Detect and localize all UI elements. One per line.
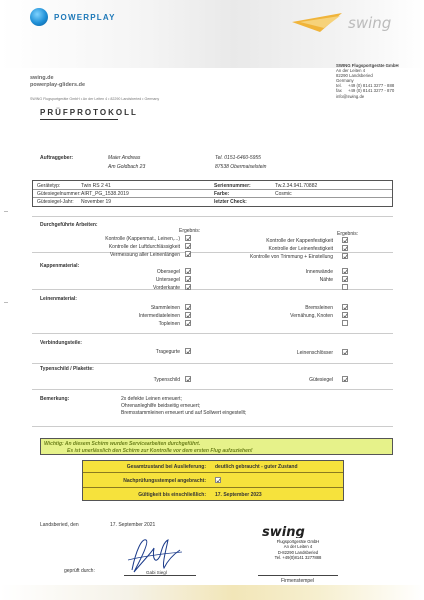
condition-label: Gesamtzustand bei Auslieferung: [126,464,206,470]
company-name: SWING Flugsportgeräte GmbH [336,63,399,68]
canopy-check-left[interactable] [185,284,191,290]
work-item-label: Vermessung aller Leinenlängen [109,252,180,258]
canopy-check-left[interactable] [185,268,191,274]
device-info-box [32,180,393,207]
checkmark-icon [343,246,348,251]
connectors-check-left[interactable] [185,348,191,354]
lines-item-label: Stammleinen [150,305,180,311]
title-underline [40,119,118,120]
checkmark-icon [343,350,348,355]
company-stamp [258,539,338,560]
company-fax-key: fax [336,88,342,94]
checkmark-icon [186,349,191,354]
company-fax: +49 (0) 8141 3277 - 870 [348,88,395,94]
website-swing: swing.de [30,75,54,81]
letterhead-banner [0,0,424,68]
valid-label: Gültigkeit bis einschließlich: [138,492,206,498]
stamp-swing-logo [260,524,336,538]
notice-line-2: Es ist unerlässlich den Schirm zur Kontrolle vor dem ersten Flug aufzuziehen! [67,448,253,454]
device-type-value: Twin RS 2 41 [81,183,111,189]
company-email: info@swing.de [336,93,365,99]
checkmark-icon [343,238,348,243]
swing-logo [290,4,410,40]
signature-line [124,575,196,576]
last-check-label: letzter Check: [214,199,247,205]
device-type-label: Gerätetyp: [37,183,61,189]
place-label: Landsberied, den [40,522,79,528]
company-country: Germany [336,78,354,84]
company-fax-row [336,88,399,93]
stamp-label: Nachprüfungsstempel angebracht: [123,478,206,484]
remark-line: Ohrenanleghilfe beidseitig erneuert; [121,403,201,409]
stamp-name: Flugsportgeräte GmbH [276,539,320,544]
seal-year-label: Gütesiegel-Jahr: [37,199,74,205]
company-stamp-label: Firmenstempel [281,578,315,584]
work-item-label: Kontrolle der Leinenfestigkeit [268,246,333,252]
stamp-brand: swing [262,525,305,538]
canopy-item-label: Untersegel [155,277,180,283]
canopy-check-right[interactable] [342,284,348,290]
margin-tick [4,211,8,212]
website-powerplay: powerplay-gliders.de [30,82,86,88]
letterhead-footer-band [0,585,424,600]
service-notice [40,438,393,455]
typeplate-check-right[interactable] [342,376,348,382]
section-divider [32,289,393,290]
checkmark-icon [186,269,191,274]
section-divider [32,426,393,427]
company-tel: +49 (0) 8141 3277 - 888 [348,83,395,89]
checkmark-icon [343,277,348,282]
work-item-label: Kontrolle (Kappenmat., Leinen,...) [105,236,180,242]
lines-item-label: Topleinen [158,321,180,327]
stamp-street: An der Leiten 4 [283,544,313,550]
powerplay-wordmark: POWERPLAY [54,12,116,22]
typeplate-item-label: Typenschild [153,377,180,383]
sender-address-line: SWING Flugsportgeräte GmbH • An der Leiten 4 • 82290 Landsberied • Germany [30,97,160,101]
work-item-label: Kontrolle der Luftdurchlässigkeit [108,244,180,250]
connectors-item-label: Tragegurte [155,349,180,355]
company-city: 82290 Landsberied [336,73,373,79]
checkmark-icon [186,321,191,326]
checkmark-icon [186,313,191,318]
work-check-left[interactable] [185,243,191,249]
client-label: Auftraggeber: [40,155,74,161]
lines-check-left[interactable] [185,312,191,318]
checkmark-icon [186,236,191,241]
client-city: 87538 Obermaiselstein [215,164,267,170]
checkmark-icon [343,254,348,259]
client-phone: Tel. 0151-6460-5955 [215,155,261,161]
stamp-check[interactable] [215,477,221,483]
condition-value: deutlich gebraucht - guter Zustand [215,464,298,470]
website-block [30,75,85,89]
lines-check-left[interactable] [185,320,191,326]
checkmark-icon [343,377,348,382]
checkmark-icon [186,252,191,257]
lines-item-label: Vernähung, Knoten [290,313,333,319]
canopy-check-left[interactable] [185,276,191,282]
connectors-heading: Verbindungsteile: [40,340,82,346]
work-item-label: Kontrolle von Trimmung + Einstellung [250,254,333,260]
notice-line-1: Wichtig: An diesem Schirm wurden Servicearbeiten durchgeführt. [44,441,201,447]
remark-line: 2x defekte Leinen erneuert; [121,396,182,402]
stamp-line [258,575,338,576]
lines-check-right[interactable] [342,320,348,326]
seal-number-value: AIRT_PG_1538.2019 [81,191,129,197]
checkmark-icon [186,244,191,249]
checkmark-icon [186,285,191,290]
lines-item-label: Bremsleinen [305,305,333,311]
checkmark-icon [186,305,191,310]
checkmark-icon [186,277,191,282]
connectors-item-label: Leinenschlösser [296,350,333,356]
work-check-right[interactable] [342,253,348,259]
canopy-heading: Kappenmaterial: [40,263,80,269]
result-label-right: Ergebnis: [337,231,359,237]
stamp-tel: Tel. +49(0)8141 3277888 [274,554,322,560]
typeplate-heading: Typenschild / Plakette: [40,366,94,372]
color-label: Farbe: [214,191,230,197]
section-divider [32,363,393,364]
canopy-check-right[interactable] [342,276,348,282]
lines-check-right[interactable] [342,304,348,310]
company-address-block [336,63,399,99]
canopy-check-right[interactable] [342,268,348,274]
powerplay-logo [30,8,116,26]
section-divider [32,333,393,334]
checkmark-icon [186,377,191,382]
section-divider [32,252,393,253]
svg-text:swing: swing [348,14,392,32]
document-title: PRÜFPROTOKOLL [40,108,138,117]
work-check-right[interactable] [342,237,348,243]
serial-label: Seriennummer: [214,183,251,189]
checkmark-icon [343,313,348,318]
section-divider [32,216,393,217]
company-street: An der Leiten 4 [336,68,366,74]
valid-value: 17. September 2023 [215,492,262,498]
company-tel-key: tel. [336,83,342,89]
typeplate-check-left[interactable] [185,376,191,382]
canopy-item-label: Innenwände [305,269,333,275]
remark-line: Bremsstammleinen erneuert und auf Sollwert eingestellt; [121,410,247,416]
inspector-name: Gabi Siegl [146,570,167,575]
work-heading: Durchgeführte Arbeiten: [40,222,98,228]
stamp-city: D-82290 Landsberied [277,549,319,555]
lines-check-left[interactable] [185,304,191,310]
canopy-item-label: Obersegel [156,269,180,275]
client-name: Maier Andreas [108,155,141,161]
checked-by-label: geprüft durch: [64,568,95,574]
work-check-left[interactable] [185,235,191,241]
work-item-label: Kontrolle der Kappenfestigkeit [266,238,333,244]
connectors-check-right[interactable] [342,349,348,355]
client-street: Am Goldbach 23 [108,164,146,170]
checkmark-icon [343,305,348,310]
work-check-left[interactable] [185,251,191,257]
color-value: Cosmic [275,191,292,197]
lines-item-label: Intermediateleinen [138,313,180,319]
checkmark-icon [343,269,348,274]
remarks-label: Bemerkung: [40,396,70,402]
summary-box [82,460,344,501]
result-label-left: Ergebnis: [179,228,201,234]
lines-heading: Leinenmaterial: [40,296,77,302]
powerplay-circle-icon [30,8,48,26]
canopy-item-label: Vorderkante [153,285,180,291]
typeplate-item-label: Gütesiegel [309,377,333,383]
seal-year-value: November 19 [81,199,112,205]
lines-check-right[interactable] [342,312,348,318]
checkmark-icon [216,478,221,483]
signing-date: 17. September 2021 [110,522,156,528]
seal-number-label: Gütesiegelnummer: [37,191,81,197]
canopy-item-label: Nähte [319,277,333,283]
work-check-right[interactable] [342,245,348,251]
margin-tick [4,302,8,303]
serial-value: Tw.2.34.941.70882 [275,183,318,189]
section-divider [32,389,393,390]
